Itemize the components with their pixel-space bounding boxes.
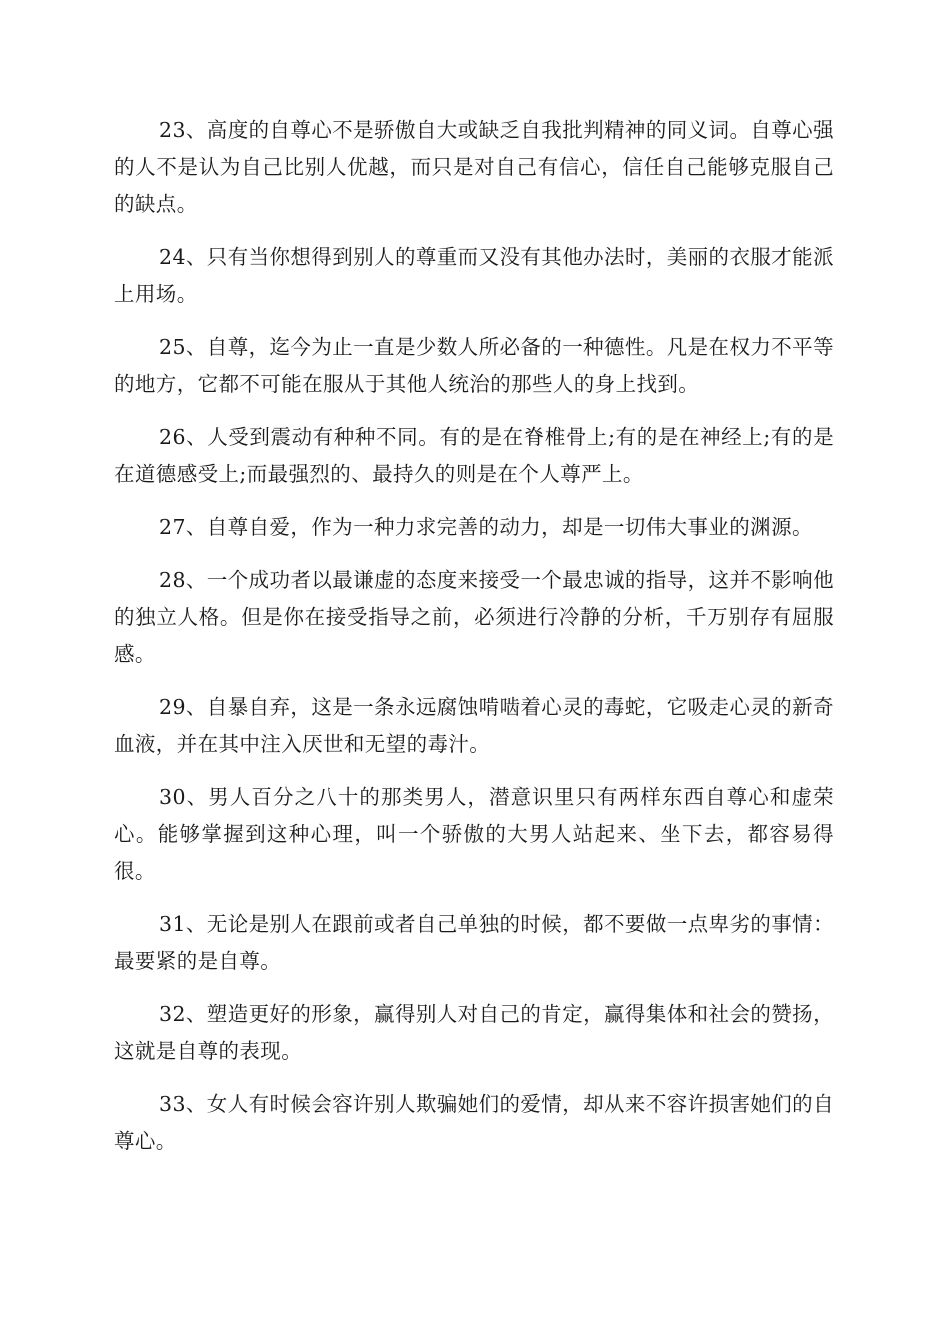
paragraph-25: 25、自尊，迄今为止一直是少数人所必备的一种德性。凡是在权力不平等的地方，它都不可能在服从于其他人统治的那些人的身上找到。	[114, 335, 834, 396]
paragraph-30: 30、男人百分之八十的那类男人，潜意识里只有两样东西自尊心和虚荣心。能够掌握到这种心理，叫一个骄傲的大男人站起来、坐下去，都容易得很。	[114, 785, 834, 883]
paragraph-24: 24、只有当你想得到别人的尊重而又没有其他办法时，美丽的衣服才能派上用场。	[114, 245, 834, 306]
paragraph-29: 29、自暴自弃，这是一条永远腐蚀啃啮着心灵的毒蛇，它吸走心灵的新奇血液，并在其中注入厌世和无望的毒汁。	[114, 695, 834, 756]
paragraph-32: 32、塑造更好的形象，赢得别人对自己的肯定，赢得集体和社会的赞扬，这就是自尊的表现。	[114, 1002, 834, 1063]
document-body	[114, 112, 834, 1176]
paragraph-23: 23、高度的自尊心不是骄傲自大或缺乏自我批判精神的同义词。自尊心强的人不是认为自己比别人优越，而只是对自己有信心，信任自己能够克服自己的缺点。	[114, 118, 834, 216]
paragraph-26: 26、人受到震动有种种不同。有的是在脊椎骨上;有的是在神经上;有的是在道德感受上;而最强烈的、最持久的则是在个人尊严上。	[114, 425, 834, 486]
paragraph-28: 28、一个成功者以最谦虚的态度来接受一个最忠诚的指导，这并不影响他的独立人格。但是你在接受指导之前，必须进行冷静的分析，千万别存有屈服感。	[114, 568, 834, 666]
paragraph-31: 31、无论是别人在跟前或者自己单独的时候，都不要做一点卑劣的事情：最要紧的是自尊。	[114, 912, 834, 973]
paragraph-27: 27、自尊自爱，作为一种力求完善的动力，却是一切伟大事业的渊源。	[159, 515, 813, 539]
paragraph-33: 33、女人有时候会容许别人欺骗她们的爱情，却从来不容许损害她们的自尊心。	[114, 1092, 834, 1153]
